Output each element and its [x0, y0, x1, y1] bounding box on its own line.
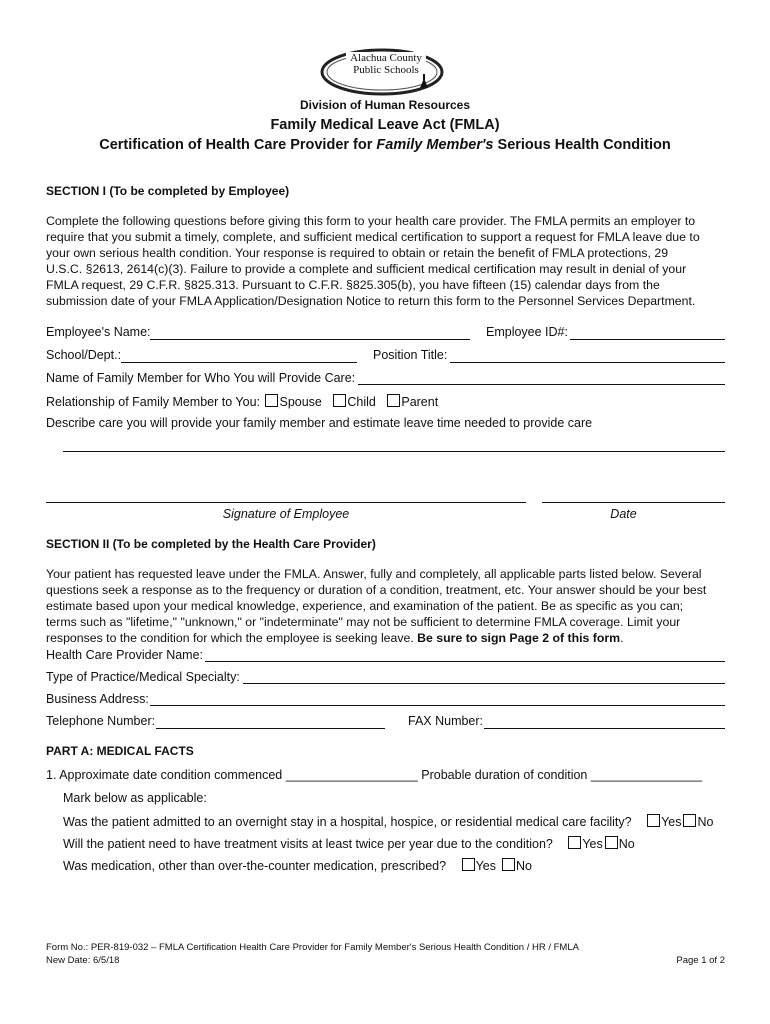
logo-line1: Alachua County — [350, 52, 422, 64]
logo-line2: Public Schools — [353, 64, 419, 76]
form-title: Family Medical Leave Act (FMLA) — [270, 117, 500, 133]
visits-yes-checkbox[interactable] — [568, 836, 581, 849]
medication-no-checkbox[interactable] — [502, 858, 515, 871]
specialty-label: Type of Practice/Medical Specialty: — [46, 670, 240, 684]
division-heading: Division of Human Resources — [299, 98, 471, 112]
date-field[interactable] — [542, 502, 725, 503]
describe-care-field[interactable] — [63, 451, 725, 452]
section2-paragraph: Your patient has requested leave under the FMLA. Answer, fully and completely, all applicable parts listed below. Several questions seek a response as to the frequency or duration of a condition, treatment, etc. Your answer should be your best estimate based upon your medical knowledge, experience, and examination of the patient. Be as specific as you can; terms such as "lifetime," "unknown," or "indeterminate" may not be sufficient to determine FMLA coverage. Limit your responses to the condition for which the employee is seeking leave. Be sure to sign Page 2 of this form. — [46, 567, 707, 645]
school-dept-label: School/Dept.: — [46, 348, 122, 362]
spouse-label: Spouse — [279, 395, 322, 409]
overnight-no-checkbox[interactable] — [683, 814, 696, 827]
medication-question: Was medication, other than over-the-counter medication, prescribed? — [63, 859, 447, 873]
employee-name-label: Employee's Name: — [46, 325, 151, 339]
position-title-label: Position Title: — [373, 348, 448, 362]
new-date: New Date: 6/5/18 — [46, 955, 120, 966]
fax-field[interactable] — [484, 728, 725, 729]
child-checkbox[interactable] — [333, 394, 346, 407]
family-member-name-field[interactable] — [358, 384, 725, 385]
employee-id-label: Employee ID#: — [486, 325, 568, 339]
medication-yes-checkbox[interactable] — [462, 858, 475, 871]
describe-care-label: Describe care you will provide your family member and estimate leave time needed to provide care — [46, 416, 593, 430]
part-a-heading: PART A: MEDICAL FACTS — [46, 744, 194, 758]
medication-row — [63, 858, 532, 873]
visits-yes-label: Yes — [582, 837, 603, 851]
form-number: Form No.: PER-819-032 – FMLA Certification Health Care Provider for Family Member's Serious Health Condition / HR / FMLA — [46, 942, 579, 953]
overnight-yes-checkbox[interactable] — [647, 814, 660, 827]
visits-no-checkbox[interactable] — [605, 836, 618, 849]
spouse-checkbox[interactable] — [265, 394, 278, 407]
medication-no-label: No — [515, 859, 532, 873]
section1-heading: SECTION I (To be completed by Employee) — [46, 184, 290, 198]
fax-label: FAX Number: — [408, 714, 484, 728]
business-address-field[interactable] — [150, 705, 725, 706]
treatment-visits-question: Will the patient need to have treatment visits at least twice per year due to the condition? — [63, 837, 553, 851]
mark-applicable-label: Mark below as applicable: — [63, 791, 207, 805]
visits-no-label: No — [618, 837, 635, 851]
section1-paragraph: Complete the following questions before giving this form to your health care provider. The FMLA permits an employer to require that you submit a timely, complete, and sufficient medical certification to support a request for FMLA leave due to your own serious health condition. Your response is required to obtain or retain the benefit of FMLA protections, 29 U.S.C. §2613, 2614(c)(3). Failure to provide a complete and sufficient medical certification may result in denial of your FMLA request, 29 C.F.R. §825.313. Pursuant to C.F.R. §825.305(b), you have fifteen (15) calendar days from the submission date of your FMLA Application/Designation Notice to return this form to the Personnel Services Department. — [46, 214, 700, 308]
medication-yes-label: Yes — [475, 859, 496, 873]
business-address-label: Business Address: — [46, 692, 149, 706]
school-dept-field[interactable] — [121, 362, 357, 363]
parent-label: Parent — [401, 395, 439, 409]
provider-name-field[interactable] — [205, 661, 725, 662]
section2-heading: SECTION II (To be completed by the Health Care Provider) — [46, 537, 376, 551]
parent-checkbox[interactable] — [387, 394, 400, 407]
form-subtitle: Certification of Health Care Provider for Family Member's Serious Health Condition — [99, 137, 671, 153]
provider-name-label: Health Care Provider Name: — [46, 648, 204, 662]
relationship-row — [46, 394, 438, 409]
question-1: 1. Approximate date condition commenced ___________________ Probable duration of condition ________________ — [46, 768, 703, 782]
employee-name-field[interactable] — [150, 339, 470, 340]
employee-id-field[interactable] — [570, 339, 725, 340]
family-member-name-label: Name of Family Member for Who You will Provide Care: — [46, 371, 356, 385]
overnight-yes-label: Yes — [661, 815, 682, 829]
specialty-field[interactable] — [243, 683, 725, 684]
date-label: Date — [610, 507, 637, 521]
relationship-label: Relationship of Family Member to You: — [46, 395, 260, 409]
page-number: Page 1 of 2 — [676, 955, 725, 966]
overnight-stay-question: Was the patient admitted to an overnight stay in a hospital, hospice, or residential medical care facility? — [63, 815, 632, 829]
position-title-field[interactable] — [450, 362, 725, 363]
overnight-stay-row — [63, 814, 713, 829]
treatment-visits-row — [63, 836, 635, 851]
signature-label: Signature of Employee — [222, 507, 350, 521]
school-district-logo — [316, 44, 454, 100]
signature-field[interactable] — [46, 502, 526, 503]
child-label: Child — [347, 395, 376, 409]
telephone-field[interactable] — [156, 728, 385, 729]
telephone-label: Telephone Number: — [46, 714, 156, 728]
overnight-no-label: No — [697, 815, 714, 829]
